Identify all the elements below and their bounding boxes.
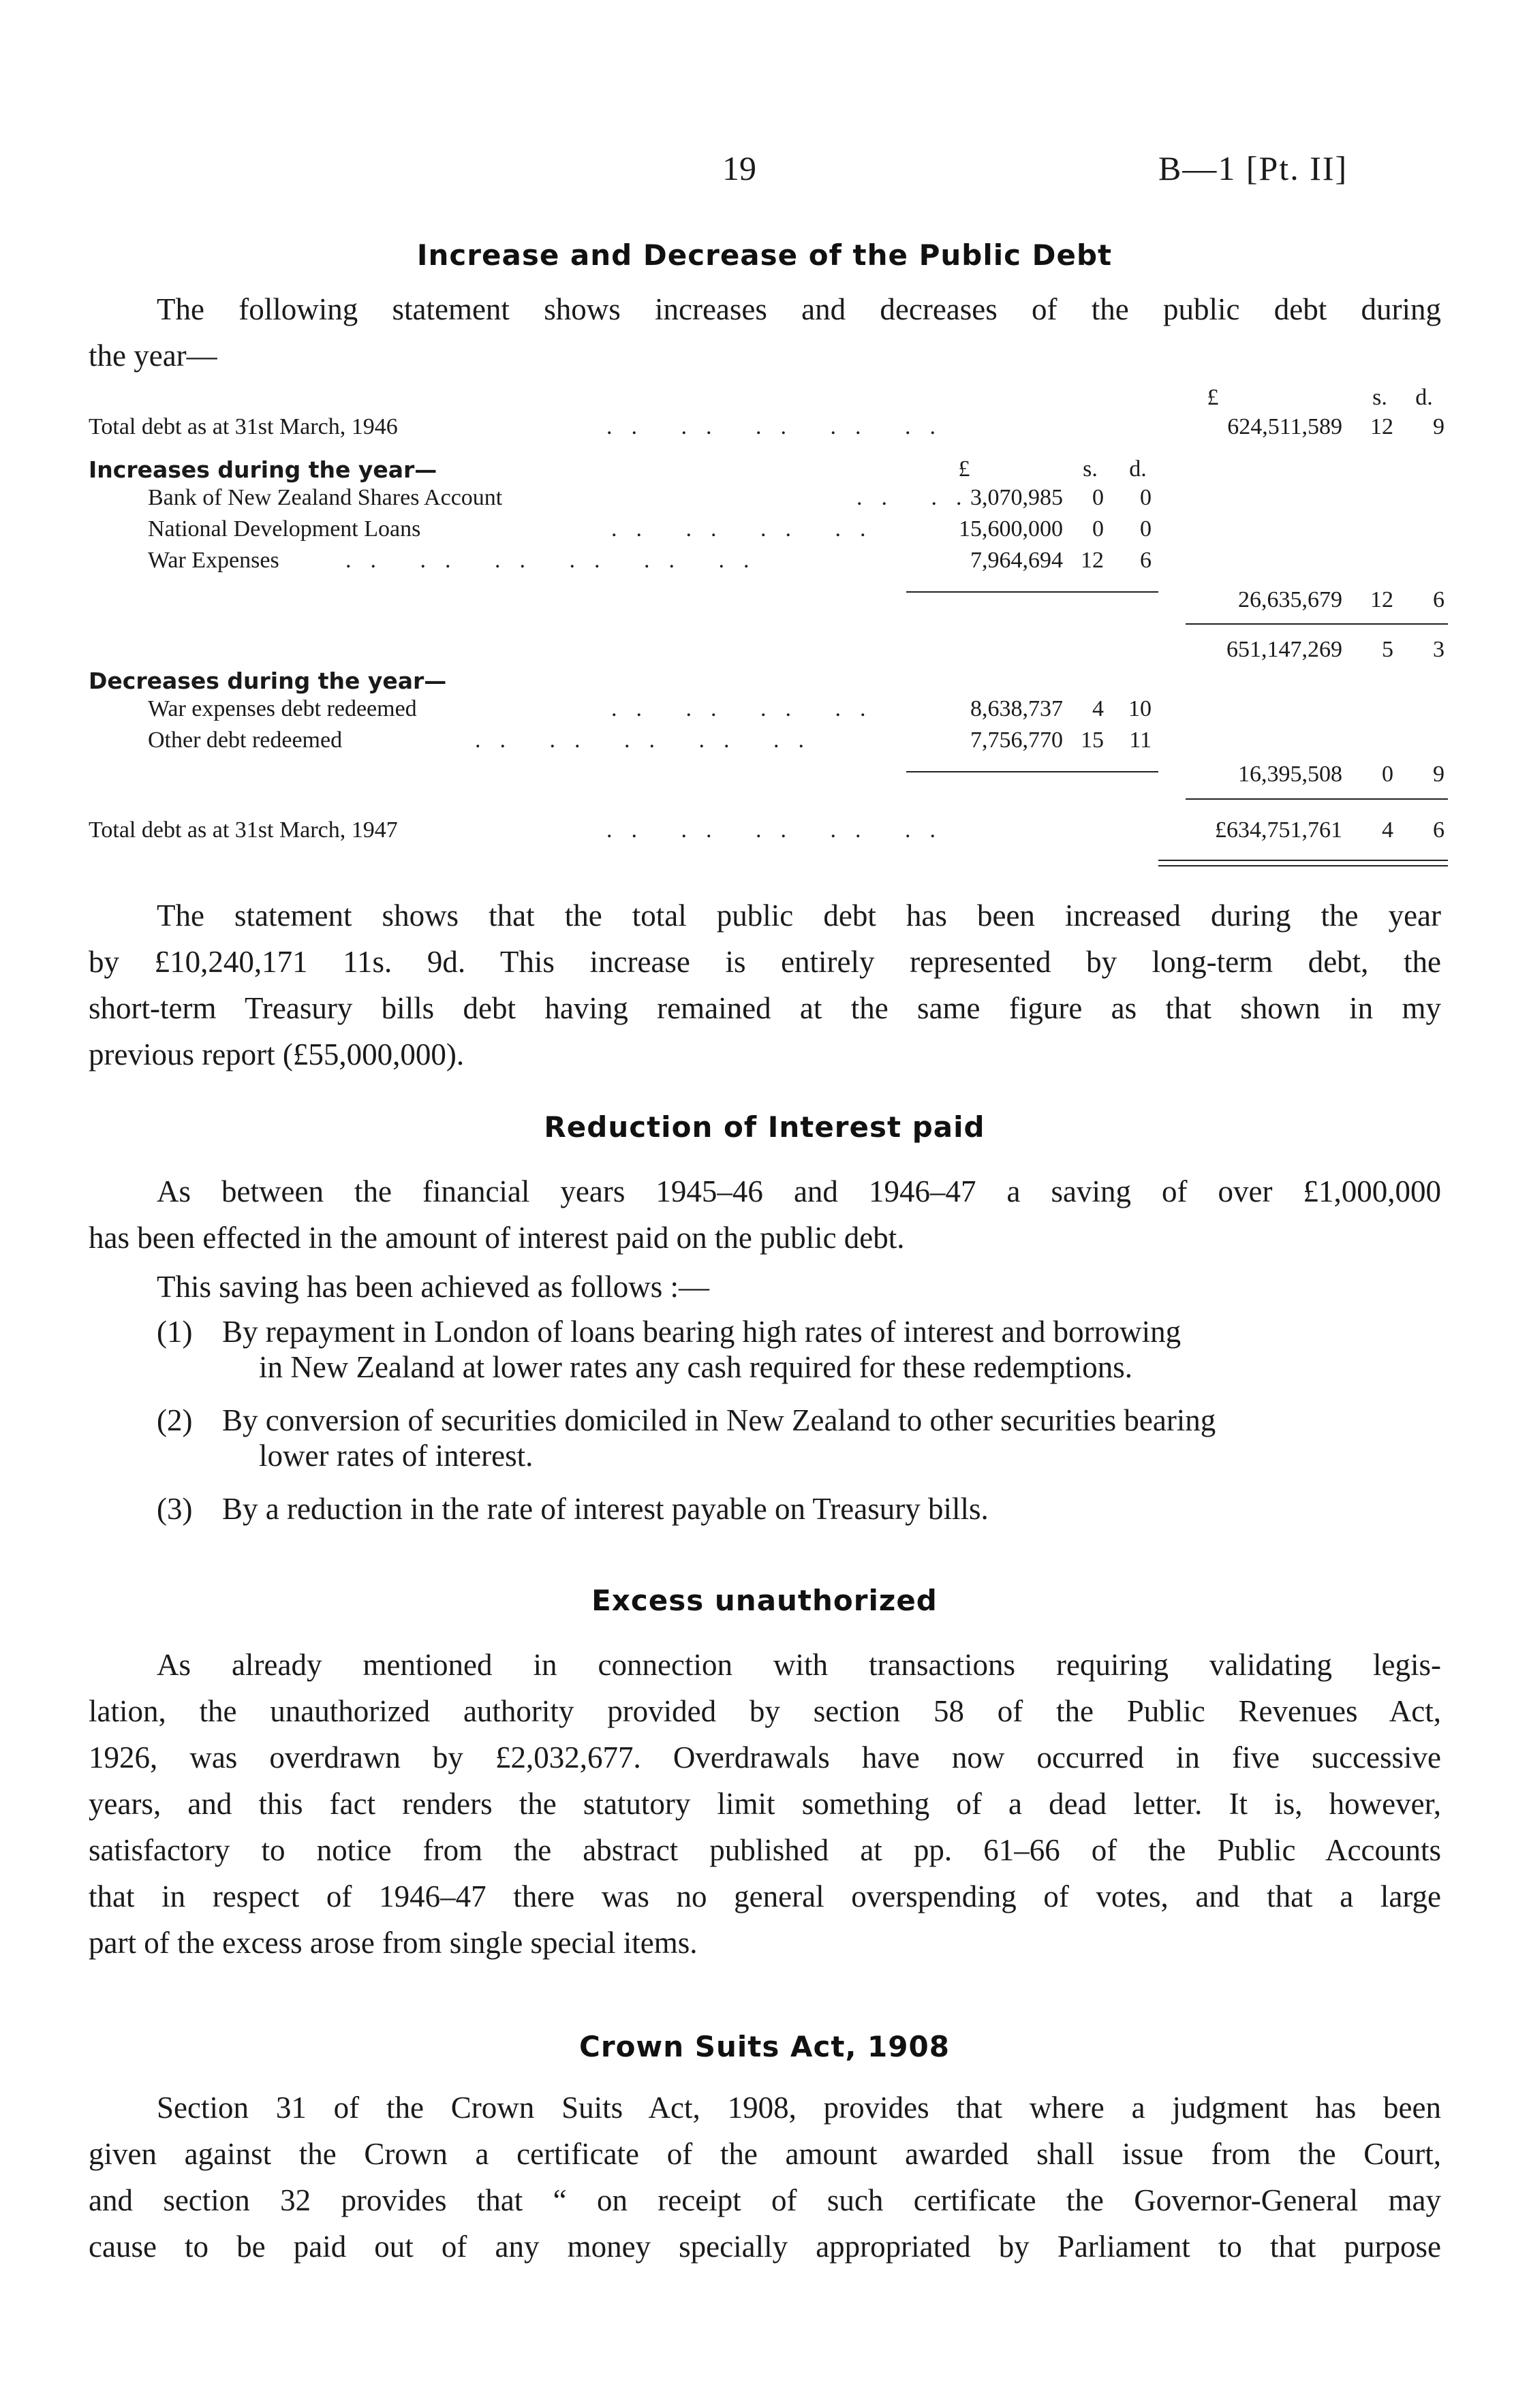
text-line: By conversion of securities domiciled in New Zealand to other securities bearing: [222, 1403, 1216, 1437]
list-item: [157, 1400, 1451, 1488]
decrease-row-pence: 10: [1128, 696, 1152, 721]
decrease-row-shillings: 4: [1092, 696, 1104, 721]
increase-row-pence: 0: [1140, 485, 1152, 510]
decrease-row-label: Other debt redeemed .. .. .. .. ..: [148, 728, 823, 753]
increase-row-pounds: 7,964,694: [970, 548, 1063, 573]
text-line: The following statement shows increases and decreases of the public debt during: [157, 292, 1441, 326]
subtotal-rule: [906, 591, 1158, 593]
text-line: By a reduction in the rate of interest payable on Treasury bills.: [222, 1492, 989, 1526]
inner-col-head-shillings: s.: [1083, 456, 1098, 482]
text-line: part of the excess arose from single special items.: [89, 1926, 698, 1960]
increase-row-shillings: 12: [1081, 548, 1104, 573]
intro-paragraph: [89, 286, 1441, 379]
increase-row-pence: 6: [1140, 548, 1152, 573]
increase-row-shillings: 0: [1092, 485, 1104, 510]
list-number: (3): [157, 1492, 193, 1526]
text-line: has been effected in the amount of interest paid on the public debt.: [89, 1221, 905, 1255]
total-rule: [1186, 623, 1448, 625]
text-line: As between the financial years 1945–46 and 1946–47 a saving of over £1,000,000: [157, 1174, 1441, 1208]
interest-paragraph: [89, 1168, 1441, 1261]
list-number: (2): [157, 1403, 193, 1437]
double-rule-top: [1158, 860, 1448, 861]
increase-row-label: National Development Loans .. .. .. ..: [148, 516, 885, 542]
list-item: [157, 1488, 1451, 1536]
increases-total-shillings: 12: [1370, 587, 1393, 612]
increases-heading: Increases during the year—: [89, 456, 437, 483]
increases-total-pounds: 26,635,679: [1238, 587, 1342, 612]
text-line: This saving has been achieved as follows :—: [157, 1270, 710, 1304]
decrease-row-pounds: 7,756,770: [970, 728, 1063, 753]
decrease-row-shillings: 15: [1081, 728, 1104, 753]
text-line: short-term Treasury bills debt having remained at the same figure as that shown in my: [89, 991, 1441, 1025]
opening-shillings: 12: [1370, 414, 1393, 439]
subtotal-rule: [906, 771, 1158, 772]
increase-row-pounds: 3,070,985: [970, 485, 1063, 510]
page-number: 19: [722, 149, 756, 187]
subtotal-pounds: 651,147,269: [1226, 637, 1342, 662]
text-line: By repayment in London of loans bearing high rates of interest and borrowing: [222, 1315, 1182, 1349]
closing-pounds: £634,751,761: [1215, 817, 1342, 843]
opening-pence: 9: [1433, 414, 1445, 439]
opening-label: Total debt as at 31st March, 1946 .. .. .. .. ..: [89, 414, 955, 439]
list-number: (1): [157, 1315, 193, 1349]
text-line: As already mentioned in connection with transactions requiring validating legis-: [157, 1648, 1441, 1682]
decreases-total-shillings: 0: [1382, 762, 1393, 787]
double-rule-bottom: [1158, 865, 1448, 866]
opening-pounds: 624,511,589: [1227, 414, 1342, 439]
text-line: given against the Crown a certificate of the amount awarded shall issue from the Court,: [89, 2137, 1441, 2171]
decrease-row-pence: 11: [1129, 728, 1152, 753]
heading-interest: Reduction of Interest paid: [544, 1110, 985, 1144]
increases-total-pence: 6: [1433, 587, 1445, 612]
text-line: lower rates of interest.: [259, 1439, 534, 1473]
text-line: Section 31 of the Crown Suits Act, 1908, provides that where a judgment has been: [157, 2091, 1441, 2125]
increase-row-label: Bank of New Zealand Shares Account .. ..: [148, 485, 981, 510]
excess-paragraph: [89, 1642, 1441, 1966]
inner-col-head-pence: d.: [1129, 456, 1147, 482]
decreases-total-pence: 9: [1433, 762, 1445, 787]
decreases-heading: Decreases during the year—: [89, 668, 447, 694]
text-line: 1926, was overdrawn by £2,032,677. Overdrawals have now occurred in five successive: [89, 1740, 1441, 1774]
closing-pence: 6: [1433, 817, 1445, 843]
decrease-row-pounds: 8,638,737: [970, 696, 1063, 721]
text-line: satisfactory to notice from the abstract published at pp. 61–66 of the Public Accounts: [89, 1833, 1441, 1867]
text-line: previous report (£55,000,000).: [89, 1037, 465, 1072]
text-line: by £10,240,171 11s. 9d. This increase is entirely represented by long-term debt, the: [89, 945, 1441, 979]
crown-suits-paragraph: [89, 2084, 1441, 2270]
decrease-row-label: War expenses debt redeemed .. .. .. ..: [148, 696, 885, 721]
col-head-pence: d.: [1415, 385, 1433, 410]
increase-row-label: War Expenses .. .. .. .. .. ..: [148, 548, 769, 573]
subtotal-pence: 3: [1433, 637, 1445, 662]
list-item: [157, 1311, 1451, 1400]
increase-row-pounds: 15,600,000: [959, 516, 1063, 542]
text-line: years, and this fact renders the statutory limit something of a dead letter. It is, however,: [89, 1787, 1441, 1821]
text-line: The statement shows that the total public debt has been increased during the year: [157, 898, 1441, 933]
closing-label: Total debt as at 31st March, 1947 .. .. .. .. ..: [89, 817, 955, 843]
heading-excess: Excess unauthorized: [591, 1584, 938, 1617]
document-reference: B—1 [Pt. II]: [1158, 149, 1348, 187]
inner-col-head-pound: £: [958, 456, 970, 482]
increase-row-shillings: 0: [1092, 516, 1104, 542]
total-rule: [1186, 798, 1448, 800]
interest-lead: [89, 1264, 1441, 1310]
subtotal-shillings: 5: [1382, 637, 1393, 662]
text-line: and section 32 provides that “ on receipt of such certificate the Governor-General may: [89, 2183, 1441, 2217]
col-head-shillings: s.: [1372, 385, 1387, 410]
text-line: lation, the unauthorized authority provided by section 58 of the Public Revenues Act,: [89, 1694, 1441, 1728]
decreases-total-pounds: 16,395,508: [1238, 762, 1342, 787]
heading-public-debt: Increase and Decrease of the Public Debt: [416, 238, 1113, 272]
heading-crown-suits: Crown Suits Act, 1908: [579, 2030, 950, 2063]
closing-shillings: 4: [1382, 817, 1393, 843]
increase-row-pence: 0: [1140, 516, 1152, 542]
text-line: cause to be paid out of any money specially appropriated by Parliament to that purpose: [89, 2230, 1441, 2264]
text-line: the year—: [89, 339, 217, 373]
text-line: that in respect of 1946–47 there was no general overspending of votes, and that a large: [89, 1879, 1441, 1913]
summary-paragraph: [89, 892, 1441, 1078]
col-head-pound: £: [1207, 385, 1219, 410]
text-line: in New Zealand at lower rates any cash required for these redemptions.: [259, 1350, 1132, 1384]
